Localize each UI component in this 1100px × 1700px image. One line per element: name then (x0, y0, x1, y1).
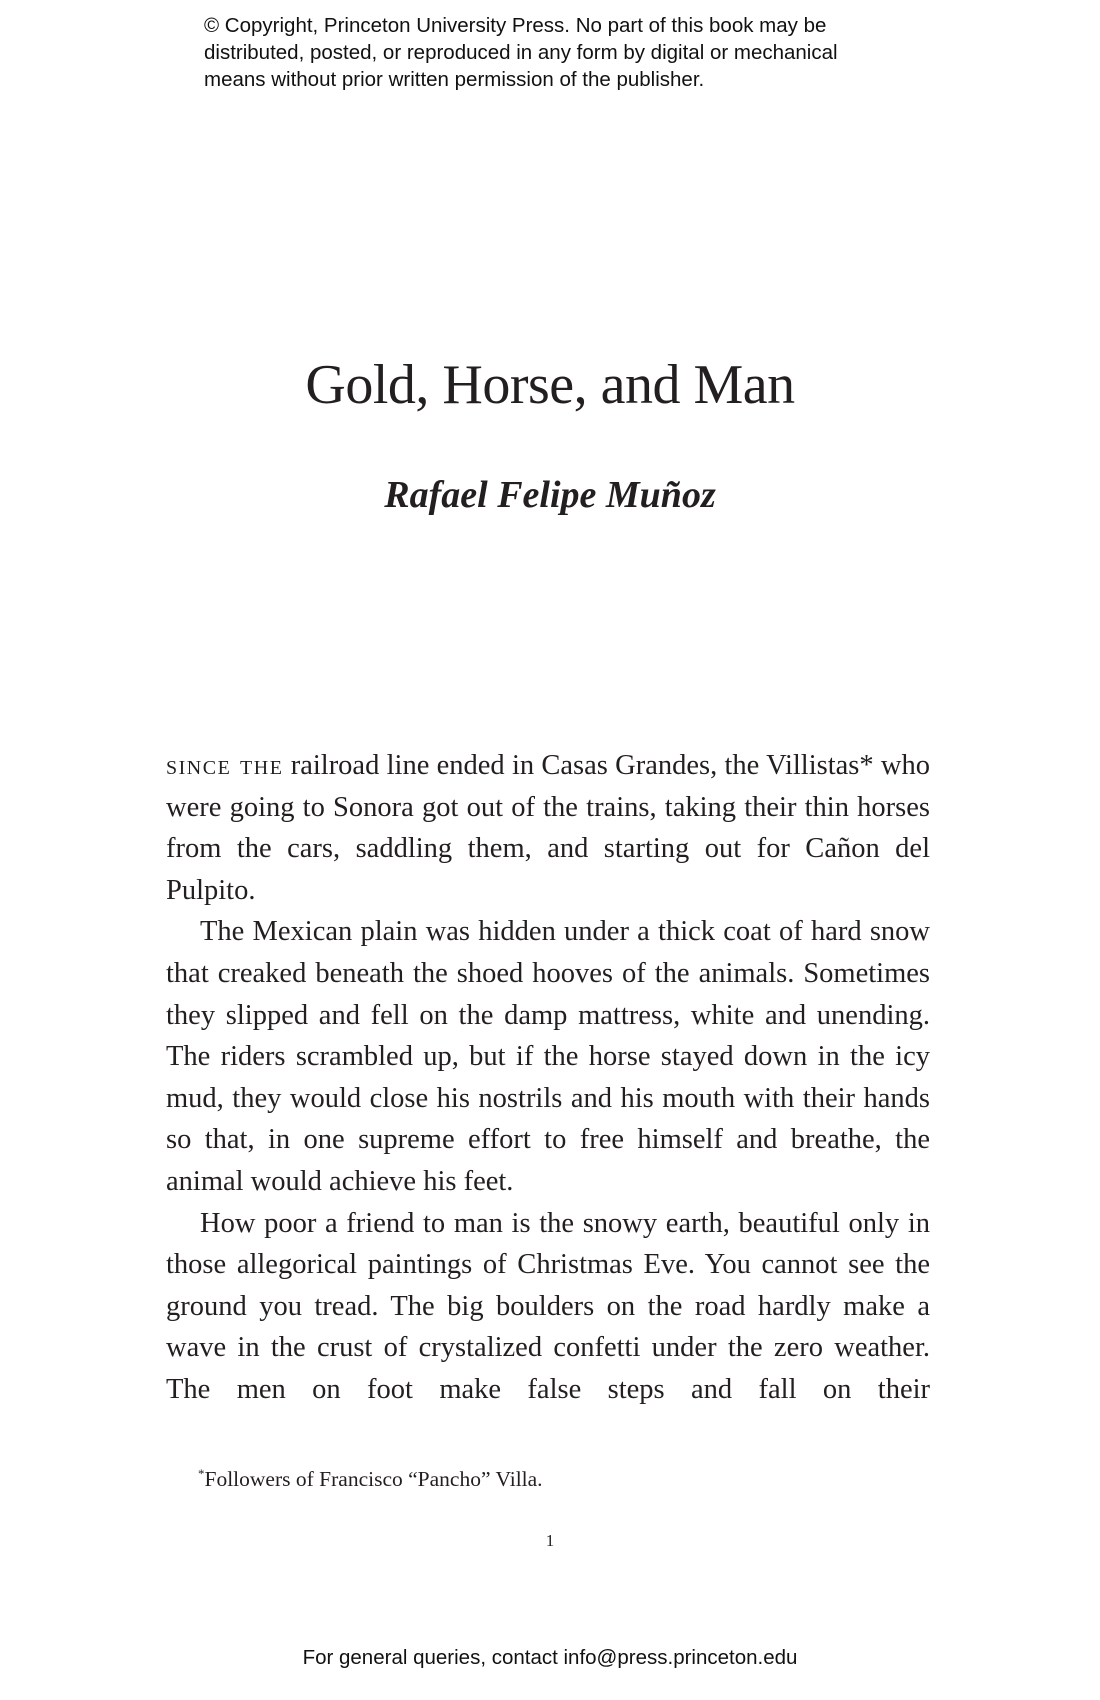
paragraph-1 (166, 745, 930, 911)
chapter-title: Gold, Horse, and Man (305, 354, 795, 416)
body-text (166, 745, 930, 1411)
paragraph-1-lead-in: since the (166, 750, 284, 781)
copyright-notice (204, 12, 944, 93)
paragraph-2: The Mexican plain was hidden under a thick coat of hard snow that creaked beneath the shoed hooves of the animals. Sometimes they slipped and fell on the damp mattress, white and unending. The riders scrambled up, but if the horse stayed down in the icy mud, they would close his nostrils and his mouth with their hands so that, in one supreme effort to free himself and breathe, the animal would achieve his feet. (166, 916, 930, 1197)
paragraph-1-text: railroad line ended in Casas Grandes, the Villistas* who were going to Sonora got out of the trains, taking their thin horses from the cars, saddling them, and starting out for Cañon del Pulpito. (166, 750, 930, 906)
contact-footer: For general queries, contact info@press.princeton.edu (302, 1646, 798, 1669)
copyright-line-3: means without prior written permission of the publisher. (204, 68, 705, 91)
footnote-text: Followers of Francisco “Pancho” Villa. (204, 1467, 543, 1491)
copyright-line-1: © Copyright, Princeton University Press. No part of this book may be (204, 14, 827, 37)
footnote-marker: * (198, 1466, 205, 1481)
page-number: 1 (545, 1531, 555, 1550)
chapter-author: Rafael Felipe Muñoz (384, 474, 716, 516)
copyright-line-2: distributed, posted, or reproduced in any form by digital or mechanical (204, 41, 838, 64)
paragraph-3: How poor a friend to man is the snowy earth, beautiful only in those allegorical paintings of Christmas Eve. You cannot see the ground you tread. The big boulders on the road hardly make a wave in the crust of crystalized confetti under the zero weather. The men on foot make false steps and fall on their (166, 1207, 930, 1405)
footnote (198, 1460, 543, 1493)
